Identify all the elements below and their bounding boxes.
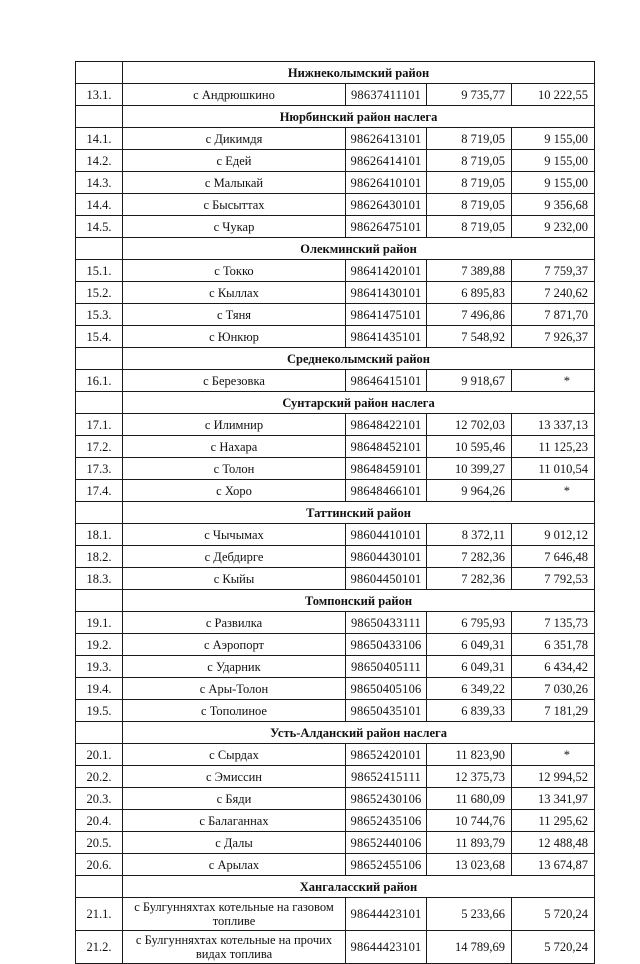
value-1-cell: 13 023,68 <box>427 854 512 876</box>
oktmo-code-cell: 98626475101 <box>346 216 427 238</box>
value-2-cell: 11 295,62 <box>512 810 595 832</box>
settlement-name-cell: с Чукар <box>123 216 346 238</box>
row-number-cell: 15.1. <box>76 260 123 282</box>
row-number-cell: 19.4. <box>76 678 123 700</box>
settlement-name-cell: с Дебдирге <box>123 546 346 568</box>
oktmo-code-cell: 98652430106 <box>346 788 427 810</box>
district-header-row <box>76 722 595 744</box>
oktmo-code-cell: 98644423101 <box>346 931 427 964</box>
value-1-cell: 8 719,05 <box>427 150 512 172</box>
oktmo-code-cell: 98648422101 <box>346 414 427 436</box>
value-2-cell: 9 155,00 <box>512 128 595 150</box>
table-row <box>76 634 595 656</box>
row-number-cell: 17.2. <box>76 436 123 458</box>
oktmo-code-cell: 98652420101 <box>346 744 427 766</box>
settlement-name-cell: с Развилка <box>123 612 346 634</box>
district-header-row <box>76 348 595 370</box>
row-number-cell: 14.3. <box>76 172 123 194</box>
oktmo-code-cell: 98626430101 <box>346 194 427 216</box>
settlement-name-cell: с Тяня <box>123 304 346 326</box>
district-header-blank-cell <box>76 502 123 524</box>
row-number-cell: 20.5. <box>76 832 123 854</box>
row-number-cell: 17.3. <box>76 458 123 480</box>
value-1-cell: 7 389,88 <box>427 260 512 282</box>
table-row <box>76 260 595 282</box>
district-title: Сунтарский район наслега <box>123 392 595 414</box>
row-number-cell: 18.2. <box>76 546 123 568</box>
row-number-cell: 17.1. <box>76 414 123 436</box>
value-1-cell: 10 744,76 <box>427 810 512 832</box>
settlement-name-cell: с Едей <box>123 150 346 172</box>
value-1-cell: 6 795,93 <box>427 612 512 634</box>
value-1-cell: 7 496,86 <box>427 304 512 326</box>
value-2-cell: 5 720,24 <box>512 931 595 964</box>
district-title: Усть-Алданский район наслега <box>123 722 595 744</box>
value-1-cell: 9 918,67 <box>427 370 512 392</box>
value-1-cell: 7 548,92 <box>427 326 512 348</box>
value-2-cell: 12 488,48 <box>512 832 595 854</box>
district-header-row <box>76 876 595 898</box>
district-header-blank-cell <box>76 392 123 414</box>
oktmo-code-cell: 98652435106 <box>346 810 427 832</box>
value-2-cell: 6 434,42 <box>512 656 595 678</box>
oktmo-code-cell: 98604430101 <box>346 546 427 568</box>
tariff-table <box>75 61 595 964</box>
settlement-name-cell: с Бысыттах <box>123 194 346 216</box>
value-1-cell: 8 719,05 <box>427 128 512 150</box>
settlement-name-cell: с Ары-Толон <box>123 678 346 700</box>
value-1-cell: 11 893,79 <box>427 832 512 854</box>
oktmo-code-cell: 98652455106 <box>346 854 427 876</box>
table-row <box>76 788 595 810</box>
oktmo-code-cell: 98646415101 <box>346 370 427 392</box>
oktmo-code-cell: 98641475101 <box>346 304 427 326</box>
value-2-cell: 7 240,62 <box>512 282 595 304</box>
oktmo-code-cell: 98648459101 <box>346 458 427 480</box>
value-2-cell: 9 356,68 <box>512 194 595 216</box>
settlement-name-cell: с Кыйы <box>123 568 346 590</box>
oktmo-code-cell: 98650405111 <box>346 656 427 678</box>
value-2-cell: 7 926,37 <box>512 326 595 348</box>
settlement-name-cell: с Бяди <box>123 788 346 810</box>
table-row <box>76 480 595 502</box>
table-row <box>76 150 595 172</box>
value-1-cell: 9 964,26 <box>427 480 512 502</box>
table-row <box>76 304 595 326</box>
value-1-cell: 6 839,33 <box>427 700 512 722</box>
table-row <box>76 84 595 106</box>
row-number-cell: 15.4. <box>76 326 123 348</box>
row-number-cell: 15.2. <box>76 282 123 304</box>
value-1-cell: 5 233,66 <box>427 898 512 931</box>
value-2-cell: 7 871,70 <box>512 304 595 326</box>
value-1-cell: 14 789,69 <box>427 931 512 964</box>
table-row <box>76 766 595 788</box>
value-2-cell: 13 674,87 <box>512 854 595 876</box>
table-row <box>76 326 595 348</box>
row-number-cell: 19.3. <box>76 656 123 678</box>
table-row <box>76 194 595 216</box>
table-row <box>76 546 595 568</box>
value-2-cell: 6 351,78 <box>512 634 595 656</box>
oktmo-code-cell: 98604410101 <box>346 524 427 546</box>
settlement-name-cell: с Булгунняхтах котельные на газовом топливе <box>123 898 346 931</box>
row-number-cell: 16.1. <box>76 370 123 392</box>
table-row <box>76 678 595 700</box>
oktmo-code-cell: 98626414101 <box>346 150 427 172</box>
settlement-name-cell: с Андрюшкино <box>123 84 346 106</box>
settlement-name-cell: с Аэропорт <box>123 634 346 656</box>
row-number-cell: 21.2. <box>76 931 123 964</box>
value-1-cell: 11 823,90 <box>427 744 512 766</box>
value-1-cell: 7 282,36 <box>427 568 512 590</box>
value-1-cell: 6 049,31 <box>427 634 512 656</box>
value-2-cell: 12 994,52 <box>512 766 595 788</box>
value-1-cell: 8 372,11 <box>427 524 512 546</box>
oktmo-code-cell: 98626410101 <box>346 172 427 194</box>
value-1-cell: 6 349,22 <box>427 678 512 700</box>
oktmo-code-cell: 98652440106 <box>346 832 427 854</box>
row-number-cell: 14.5. <box>76 216 123 238</box>
value-2-cell: * <box>512 370 595 392</box>
table-row <box>76 524 595 546</box>
oktmo-code-cell: 98641420101 <box>346 260 427 282</box>
district-header-blank-cell <box>76 348 123 370</box>
row-number-cell: 21.1. <box>76 898 123 931</box>
row-number-cell: 18.1. <box>76 524 123 546</box>
district-title: Олекминский район <box>123 238 595 260</box>
district-header-row <box>76 62 595 84</box>
value-2-cell: 9 155,00 <box>512 150 595 172</box>
row-number-cell: 20.6. <box>76 854 123 876</box>
settlement-name-cell: с Арылах <box>123 854 346 876</box>
value-2-cell: 7 135,73 <box>512 612 595 634</box>
district-header-row <box>76 590 595 612</box>
value-2-cell: 5 720,24 <box>512 898 595 931</box>
settlement-name-cell: с Кыллах <box>123 282 346 304</box>
settlement-name-cell: с Юнкюр <box>123 326 346 348</box>
value-2-cell: 9 155,00 <box>512 172 595 194</box>
settlement-name-cell: с Ударник <box>123 656 346 678</box>
oktmo-code-cell: 98641430101 <box>346 282 427 304</box>
table-row <box>76 612 595 634</box>
settlement-name-cell: с Эмиссин <box>123 766 346 788</box>
settlement-name-cell: с Толон <box>123 458 346 480</box>
value-2-cell: 13 341,97 <box>512 788 595 810</box>
table-row <box>76 832 595 854</box>
settlement-name-cell: с Малыкай <box>123 172 346 194</box>
table-row <box>76 436 595 458</box>
table-row <box>76 414 595 436</box>
row-number-cell: 19.2. <box>76 634 123 656</box>
settlement-name-cell: с Тополиное <box>123 700 346 722</box>
table-row <box>76 458 595 480</box>
table-row <box>76 898 595 931</box>
settlement-name-cell: с Хоро <box>123 480 346 502</box>
district-header-blank-cell <box>76 876 123 898</box>
district-header-blank-cell <box>76 590 123 612</box>
table-row <box>76 854 595 876</box>
value-1-cell: 12 702,03 <box>427 414 512 436</box>
value-1-cell: 8 719,05 <box>427 172 512 194</box>
value-2-cell: 7 792,53 <box>512 568 595 590</box>
row-number-cell: 20.3. <box>76 788 123 810</box>
row-number-cell: 20.2. <box>76 766 123 788</box>
oktmo-code-cell: 98641435101 <box>346 326 427 348</box>
value-2-cell: 13 337,13 <box>512 414 595 436</box>
settlement-name-cell: с Нахара <box>123 436 346 458</box>
district-title: Среднеколымский район <box>123 348 595 370</box>
value-2-cell: 11 010,54 <box>512 458 595 480</box>
value-1-cell: 11 680,09 <box>427 788 512 810</box>
oktmo-code-cell: 98626413101 <box>346 128 427 150</box>
row-number-cell: 19.1. <box>76 612 123 634</box>
row-number-cell: 20.1. <box>76 744 123 766</box>
district-header-row <box>76 502 595 524</box>
row-number-cell: 19.5. <box>76 700 123 722</box>
row-number-cell: 20.4. <box>76 810 123 832</box>
oktmo-code-cell: 98648466101 <box>346 480 427 502</box>
value-2-cell: 9 012,12 <box>512 524 595 546</box>
district-header-blank-cell <box>76 238 123 260</box>
value-1-cell: 10 595,46 <box>427 436 512 458</box>
oktmo-code-cell: 98650433106 <box>346 634 427 656</box>
table-row <box>76 931 595 964</box>
settlement-name-cell: с Сырдах <box>123 744 346 766</box>
value-2-cell: 11 125,23 <box>512 436 595 458</box>
district-header-row <box>76 106 595 128</box>
value-2-cell: 7 181,29 <box>512 700 595 722</box>
district-header-blank-cell <box>76 722 123 744</box>
value-2-cell: 10 222,55 <box>512 84 595 106</box>
settlement-name-cell: с Чычымах <box>123 524 346 546</box>
table-row <box>76 700 595 722</box>
value-1-cell: 8 719,05 <box>427 194 512 216</box>
tariff-table-body <box>76 62 595 964</box>
value-2-cell: 7 759,37 <box>512 260 595 282</box>
value-1-cell: 12 375,73 <box>427 766 512 788</box>
row-number-cell: 17.4. <box>76 480 123 502</box>
table-row <box>76 656 595 678</box>
table-row <box>76 216 595 238</box>
oktmo-code-cell: 98644423101 <box>346 898 427 931</box>
district-header-blank-cell <box>76 106 123 128</box>
value-1-cell: 9 735,77 <box>427 84 512 106</box>
settlement-name-cell: с Токко <box>123 260 346 282</box>
value-1-cell: 7 282,36 <box>427 546 512 568</box>
district-title: Таттинский район <box>123 502 595 524</box>
table-row <box>76 744 595 766</box>
oktmo-code-cell: 98648452101 <box>346 436 427 458</box>
value-1-cell: 10 399,27 <box>427 458 512 480</box>
row-number-cell: 14.1. <box>76 128 123 150</box>
oktmo-code-cell: 98637411101 <box>346 84 427 106</box>
table-row <box>76 128 595 150</box>
settlement-name-cell: с Булгунняхтах котельные на прочих видах топлива <box>123 931 346 964</box>
settlement-name-cell: с Далы <box>123 832 346 854</box>
value-1-cell: 6 895,83 <box>427 282 512 304</box>
district-header-row <box>76 238 595 260</box>
settlement-name-cell: с Дикимдя <box>123 128 346 150</box>
value-1-cell: 8 719,05 <box>427 216 512 238</box>
district-title: Нюрбинский район наслега <box>123 106 595 128</box>
oktmo-code-cell: 98604450101 <box>346 568 427 590</box>
district-header-row <box>76 392 595 414</box>
settlement-name-cell: с Березовка <box>123 370 346 392</box>
value-2-cell: 7 646,48 <box>512 546 595 568</box>
table-row <box>76 370 595 392</box>
settlement-name-cell: с Илимнир <box>123 414 346 436</box>
value-2-cell: 7 030,26 <box>512 678 595 700</box>
row-number-cell: 14.4. <box>76 194 123 216</box>
table-row <box>76 172 595 194</box>
settlement-name-cell: с Балаганнах <box>123 810 346 832</box>
district-title: Хангаласский район <box>123 876 595 898</box>
row-number-cell: 18.3. <box>76 568 123 590</box>
table-row <box>76 568 595 590</box>
row-number-cell: 13.1. <box>76 84 123 106</box>
oktmo-code-cell: 98650405106 <box>346 678 427 700</box>
row-number-cell: 15.3. <box>76 304 123 326</box>
oktmo-code-cell: 98650433111 <box>346 612 427 634</box>
oktmo-code-cell: 98650435101 <box>346 700 427 722</box>
table-row <box>76 810 595 832</box>
district-header-blank-cell <box>76 62 123 84</box>
row-number-cell: 14.2. <box>76 150 123 172</box>
oktmo-code-cell: 98652415111 <box>346 766 427 788</box>
value-1-cell: 6 049,31 <box>427 656 512 678</box>
district-title: Нижнеколымский район <box>123 62 595 84</box>
district-title: Томпонский район <box>123 590 595 612</box>
value-2-cell: 9 232,00 <box>512 216 595 238</box>
table-row <box>76 282 595 304</box>
value-2-cell: * <box>512 744 595 766</box>
value-2-cell: * <box>512 480 595 502</box>
